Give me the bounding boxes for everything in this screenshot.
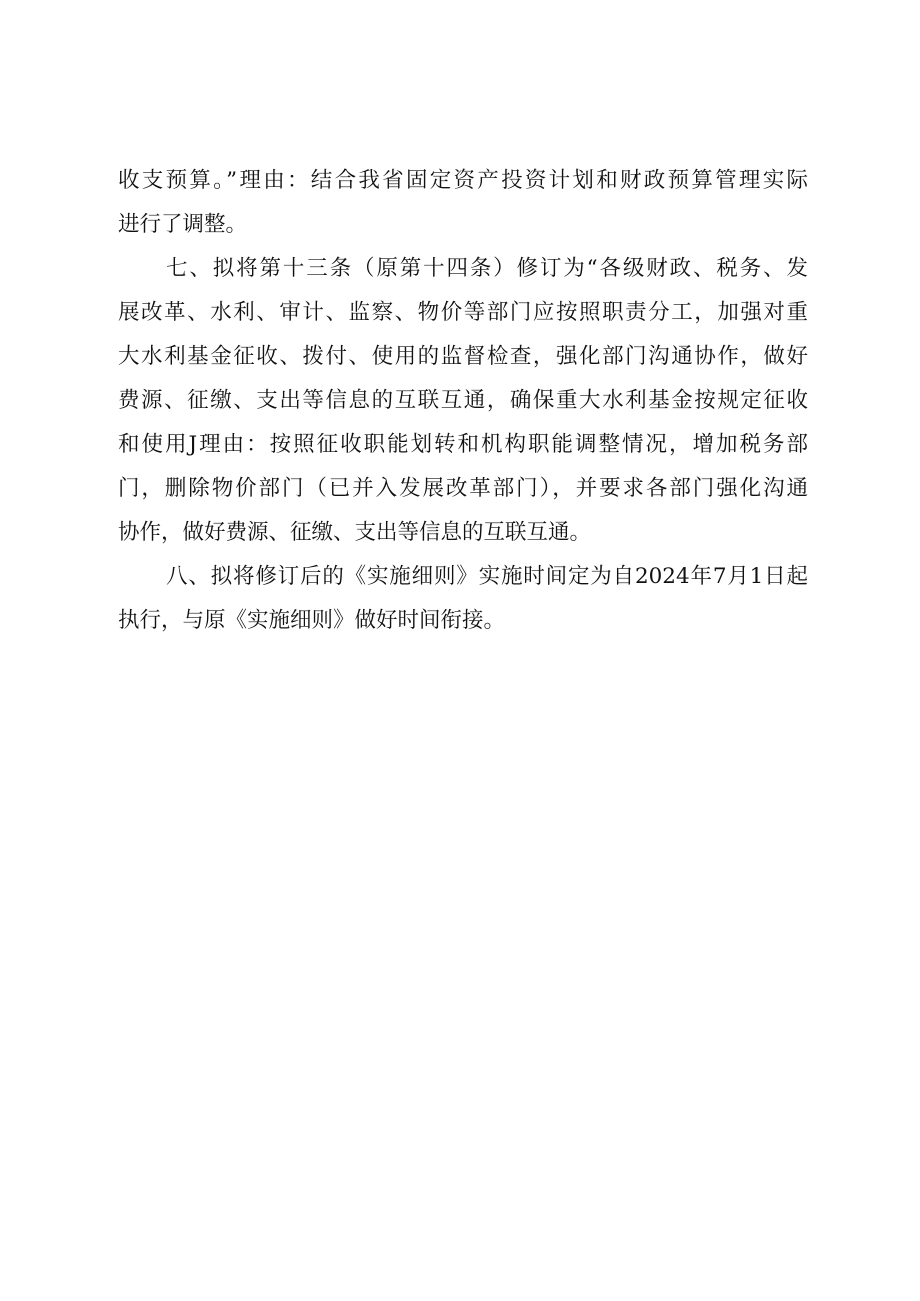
paragraph-budget-continuation bbox=[118, 159, 808, 247]
text-line: 收支预算。”理由：结合我省固定资产投资计划和财政预算管理实际 bbox=[118, 168, 808, 193]
document-body bbox=[118, 159, 808, 643]
text-line: 七、拟将第十三条（原第十四条）修订为“各级财政、税务、发 bbox=[166, 256, 808, 281]
text-line: 进行了调整。 bbox=[118, 212, 248, 237]
text-line: 门，删除物价部门（已并入发展改革部门），并要求各部门强化沟通 bbox=[118, 476, 808, 501]
text-line: 展改革、水利、审计、监察、物价等部门应按照职责分工，加强对重 bbox=[118, 300, 808, 325]
paragraph-item-seven bbox=[118, 247, 808, 555]
text-line: 八、拟将修订后的《实施细则》实施时间定为自2024年7月1日起 bbox=[166, 564, 808, 589]
paragraph-item-eight bbox=[118, 555, 808, 643]
text-line: 费源、征缴、支出等信息的互联互通，确保重大水利基金按规定征收 bbox=[118, 388, 808, 413]
text-line: 和使用J理由：按照征收职能划转和机构职能调整情况，增加税务部 bbox=[118, 432, 808, 457]
text-line: 执行，与原《实施细则》做好时间衔接。 bbox=[118, 608, 506, 633]
text-line: 大水利基金征收、拨付、使用的监督检查，强化部门沟通协作，做好 bbox=[118, 344, 808, 369]
text-line: 协作，做好费源、征缴、支出等信息的互联互通。 bbox=[118, 520, 592, 545]
